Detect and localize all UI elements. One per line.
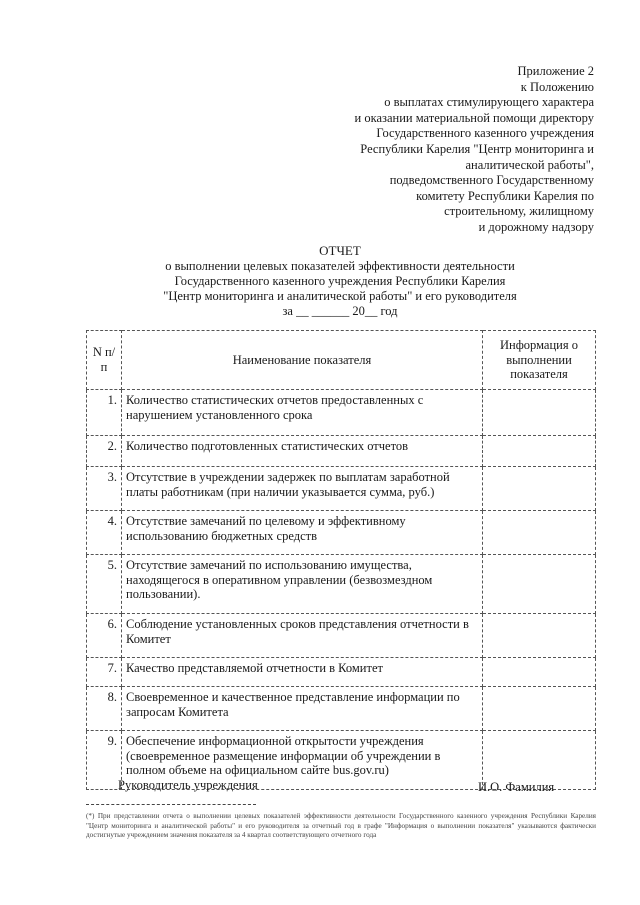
row-info[interactable] [483,511,596,555]
row-name: Соблюдение установленных сроков представления отчетности в Комитет [122,614,483,658]
row-num: 1. [87,390,122,436]
appendix-line: и дорожному надзору [478,219,594,234]
row-num: 9. [87,731,122,790]
table-row [87,436,596,467]
header-info: Информация о выполнении показателя [483,331,596,390]
row-name: Количество статистических отчетов предоставленных с нарушением установленного срока [122,390,483,436]
header-name: Наименование показателя [122,331,483,390]
row-num: 4. [87,511,122,555]
row-name: Отсутствие замечаний по целевому и эффективному использованию бюджетных средств [122,511,483,555]
appendix-line: и оказании материальной помощи директору [354,110,594,125]
row-name: Качество представляемой отчетности в Комитет [122,658,483,687]
header-num: N п/п [87,331,122,390]
row-info[interactable] [483,555,596,614]
appendix-line: о выплатах стимулирующего характера [384,95,594,110]
row-name: Отсутствие в учреждении задержек по выплатам заработной платы работникам (при наличии указывается сумма, руб.) [122,467,483,511]
row-num: 6. [87,614,122,658]
table-row [87,658,596,687]
report-heading: ОТЧЕТ [319,243,361,258]
row-num: 8. [87,687,122,731]
report-title-line: о выполнении целевых показателей эффективности деятельности [165,259,515,273]
row-info[interactable] [483,436,596,467]
appendix-line: Республики Карелия "Центр мониторинга и [360,141,594,156]
footnote-text: (*) При представлении отчета о выполнении целевых показателей эффективности деятельности Государственного казенного учреждения Республики Карелия "Центр мониторинга и аналитической работы" и его руководителя за отчетный год в графе "Информация о выполнении показателя" указываются фактически достигнутые учреждением значения показателя за 4 квартал соответствующего отчетного года [86,812,596,840]
report-title [120,243,560,319]
appendix-line: аналитической работы", [465,157,594,172]
appendix-line: к Положению [520,79,594,94]
row-info[interactable] [483,687,596,731]
row-name: Количество подготовленных статистических отчетов [122,436,483,467]
row-num: 5. [87,555,122,614]
row-num: 3. [87,467,122,511]
table-row [87,467,596,511]
appendix-line: Государственного казенного учреждения [376,126,594,141]
report-period: за __ ______ 20__ год [282,304,398,318]
report-title-line: Государственного казенного учреждения Республики Карелия [174,274,506,288]
row-name: Обеспечение информационной открытости учреждения (своевременное размещение информации об учреждении в полном объеме на официальном сайте bus.gov.ru) [122,731,483,790]
table-row [87,687,596,731]
appendix-line: Приложение 2 [517,64,594,78]
row-num: 2. [87,436,122,467]
table-row [87,390,596,436]
appendix-line: строительному, жилищному [444,204,594,219]
signature-name: И.О. Фамилия [478,780,555,794]
table-row [87,614,596,658]
appendix-header [294,64,594,236]
row-info[interactable] [483,614,596,658]
signature-position: Руководитель учреждения [118,778,258,792]
table-header-row [87,331,596,390]
row-name: Отсутствие замечаний по использованию имущества, находящегося в оперативном управлении (безвозмездном пользовании). [122,555,483,614]
row-info[interactable] [483,390,596,436]
table-row [87,511,596,555]
row-name: Своевременное и качественное представление информации по запросам Комитета [122,687,483,731]
footnote-divider [86,804,256,805]
row-num: 7. [87,658,122,687]
appendix-line: комитету Республики Карелия по [416,188,594,203]
row-info[interactable] [483,658,596,687]
appendix-line: подведомственного Государственному [389,173,594,188]
row-info[interactable] [483,467,596,511]
table-row [87,555,596,614]
report-title-line: "Центр мониторинга и аналитической работы" и его руководителя [163,289,517,303]
indicators-table [86,330,596,790]
